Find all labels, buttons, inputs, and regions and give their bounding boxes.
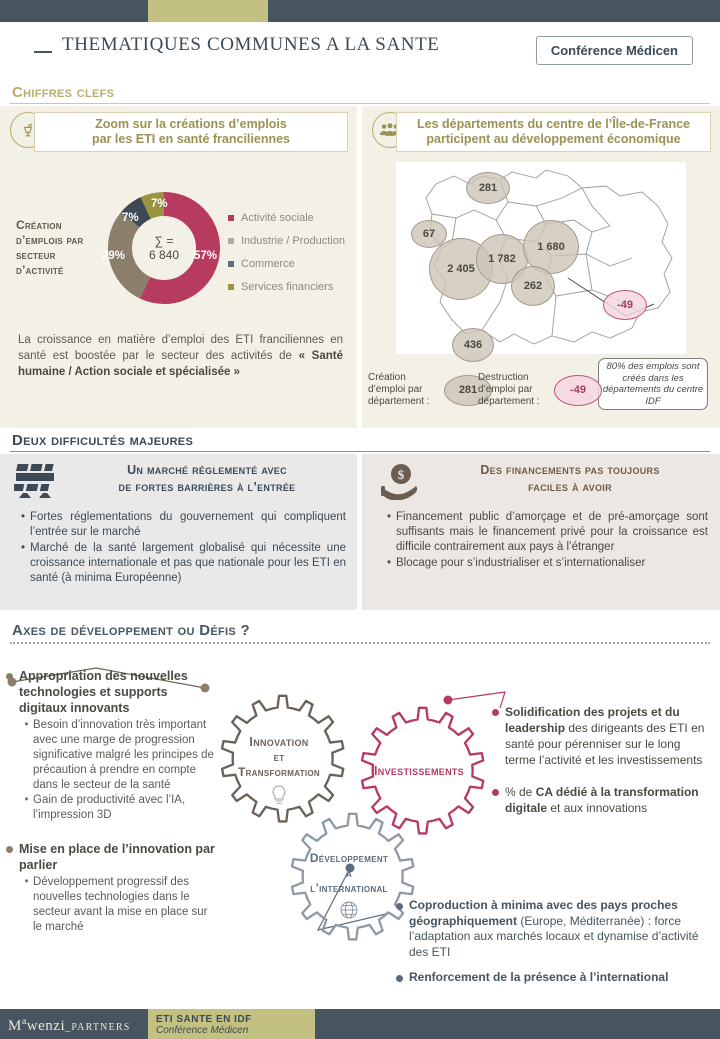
bullet-icon: • bbox=[24, 794, 29, 806]
map-bubble: 1 782 bbox=[476, 234, 528, 284]
list-item-text: Marché de la santé largement globalisé qui nécessite une croissance internationale et pas que nationale pour les ETI en santé (à minima Européenne) bbox=[30, 542, 346, 584]
difficulty-title-2-line1: Des financements pas toujours bbox=[480, 463, 660, 477]
map-bubble: 281 bbox=[466, 172, 510, 204]
list-item-text: Fortes réglementations du gouvernement qui compliquent l’entrée sur le marché bbox=[30, 511, 346, 538]
section-rule bbox=[10, 642, 710, 644]
panel-right-title-line2: participent au développement économique bbox=[426, 132, 681, 146]
legend-item bbox=[228, 281, 345, 293]
donut-label-commerce: 7% bbox=[122, 212, 139, 224]
section-header-axes bbox=[0, 622, 720, 639]
list-item-text: Blocage pour s’industrialiser et s’internationaliser bbox=[396, 557, 646, 569]
page-title: THEMATIQUES COMMUNES A LA SANTE bbox=[62, 34, 440, 55]
legend-label: Activité sociale bbox=[241, 212, 314, 224]
axes-right-text bbox=[505, 704, 714, 768]
axes-bottom-rest: (Europe, Méditerranée) : force l’adaptation aux marchés locaux et dynamise d’activité des ETI bbox=[409, 913, 699, 959]
logo-m: M bbox=[8, 1018, 22, 1034]
axes-right-item bbox=[492, 784, 714, 816]
axes-right-rest: des dirigeants des ETI en santé pour pérenniser sur le long terme l’activité et les investissements bbox=[505, 721, 705, 767]
footer-line2: Conférence Médicen bbox=[156, 1025, 249, 1036]
donut-sum-symbol: ∑ = bbox=[154, 234, 174, 248]
donut-label-industrie: 29% bbox=[102, 250, 126, 262]
top-bar-accent bbox=[148, 0, 268, 22]
axes-right-item bbox=[492, 704, 714, 768]
axes-bottom-text: Renforcement de la présence à l’international bbox=[409, 970, 669, 984]
list-item-text: Financement public d’amorçage et de pré-amorçage sont suffisants mais le financement privé pour la croissance est difficile contrairement aux pays à l’étranger bbox=[396, 511, 708, 553]
panel-right-title-box bbox=[396, 112, 711, 152]
difficulty-title-1-line2: de fortes barrières à l’entrée bbox=[118, 480, 296, 494]
bullet-dot-icon bbox=[6, 846, 13, 853]
list-item bbox=[20, 875, 218, 935]
bullet-icon: • bbox=[20, 511, 26, 523]
axes-bottom-bold: Coproduction à minima avec des pays proches géographiquement bbox=[409, 898, 678, 928]
lightbulb-icon bbox=[270, 784, 288, 806]
map-bubble: 436 bbox=[452, 328, 494, 362]
axes-left-subs bbox=[20, 718, 218, 823]
legend-label: Commerce bbox=[241, 258, 295, 270]
axes-left-item bbox=[6, 841, 218, 873]
list-item bbox=[382, 510, 708, 555]
list-item bbox=[382, 556, 708, 571]
axes-left-heading: Mise en place de l’innovation par parlier bbox=[19, 842, 215, 872]
section-label-difficultes: Deux difficultés majeures bbox=[12, 432, 194, 449]
bullet-icon: • bbox=[20, 542, 26, 554]
legend-item bbox=[228, 212, 345, 224]
list-item bbox=[20, 718, 218, 793]
donut-center-total bbox=[136, 220, 192, 276]
legend-swatch-icon bbox=[228, 284, 234, 290]
map-bubble: 262 bbox=[511, 266, 555, 306]
section-label-chiffres: Chiffres clefs bbox=[12, 84, 115, 101]
panel-left-note bbox=[18, 332, 343, 380]
difficulty-title-1 bbox=[68, 462, 346, 496]
axes-right-bold: CA dédié à la transformation digitale bbox=[505, 785, 699, 815]
gear-label-line1: Développement bbox=[309, 851, 389, 865]
section-label-axes: Axes de développement ou Défis ? bbox=[12, 622, 250, 639]
difficulty-bullets-2 bbox=[382, 510, 708, 572]
difficulty-card-financements bbox=[362, 454, 720, 610]
note-plain: La croissance en matière d’emploi des ETI franciliennes en santé est boostée par le secteur des activités de bbox=[18, 334, 343, 362]
barrier-icon bbox=[14, 462, 60, 502]
map-legend-creation bbox=[368, 372, 492, 408]
bullet-dot-icon bbox=[396, 903, 403, 910]
section-rule bbox=[10, 451, 710, 452]
axes-left-heading: Appropriation des nouvelles technologies et supports digitaux innovants bbox=[19, 669, 188, 715]
footer-line1: ETI SANTE EN IDF bbox=[156, 1014, 252, 1025]
gear-label-line2: à bbox=[345, 868, 353, 880]
bullet-dot-icon bbox=[492, 789, 499, 796]
list-item-text: Gain de productivité avec l’IA, l’impression 3D bbox=[33, 794, 186, 821]
difficulty-title-2-line2: faciles à avoir bbox=[528, 480, 612, 494]
bullet-dot-icon bbox=[492, 709, 499, 716]
map-bubble-destruction: -49 bbox=[603, 290, 647, 320]
panel-right-title-line1: Les départements du centre de l’Île-de-France bbox=[417, 117, 690, 131]
logo-partners: _PARTNERS bbox=[65, 1022, 131, 1033]
list-item bbox=[16, 510, 346, 540]
legend-swatch-icon bbox=[228, 238, 234, 244]
axes-left-item bbox=[6, 668, 218, 716]
list-item-text: Besoin d’innovation très important avec une marge de progression significative malgré les principes de précaution à prendre en compte dans le secteur de la santé bbox=[33, 719, 214, 791]
donut-label-services-financiers: 7% bbox=[151, 198, 168, 210]
map-legend-creation-label: Création d’emploi par département : bbox=[368, 372, 430, 407]
axes-bottom-text bbox=[409, 898, 714, 960]
axes-right-rest: et aux innovations bbox=[547, 801, 648, 815]
difficulty-bullets-1 bbox=[16, 510, 346, 587]
difficulty-title-2 bbox=[430, 462, 710, 496]
gear-label-line3: Transformation bbox=[237, 765, 321, 779]
map-legend-destruction bbox=[478, 372, 602, 408]
panel-left-title-line1: Zoom sur la créations d’emplois bbox=[95, 117, 287, 131]
legend-item bbox=[228, 235, 345, 247]
gear-label-line1: Investissements bbox=[374, 764, 464, 778]
donut-label-activite-sociale: 57% bbox=[194, 250, 218, 262]
map-callout: 80% des emplois sont créés dans les départements du centre IDF bbox=[598, 358, 708, 410]
map-legend-destruction-value: -49 bbox=[554, 375, 602, 406]
difficulty-card-marche bbox=[0, 454, 357, 610]
conference-button[interactable]: Conférence Médicen bbox=[536, 36, 693, 65]
logo-rest: wenzi bbox=[26, 1018, 66, 1034]
map-legend-creation-value: 281 bbox=[444, 375, 492, 406]
bullet-icon: • bbox=[386, 557, 392, 569]
bullet-dot-icon bbox=[6, 673, 13, 680]
bullet-dot-icon bbox=[396, 975, 403, 982]
donut-chart bbox=[102, 192, 220, 304]
axes-bottom-column bbox=[396, 898, 714, 988]
gear-label-line1: Innovation bbox=[249, 735, 309, 749]
map-bubble: 67 bbox=[411, 220, 447, 248]
donut-legend bbox=[228, 212, 345, 304]
map-ile-de-france bbox=[396, 162, 686, 354]
axes-bottom-item bbox=[396, 970, 714, 986]
gear-label-line3: l’international bbox=[310, 881, 388, 895]
donut-caption: Création d’emplois par secteur d’activité bbox=[16, 218, 84, 277]
panel-left-title-box bbox=[34, 112, 348, 152]
axes-right-text bbox=[505, 784, 714, 816]
legend-label: Industrie / Production bbox=[241, 235, 345, 247]
axes-left-subs bbox=[20, 875, 218, 935]
axes-right-bold: Solidification des projets et du leadership bbox=[505, 705, 680, 735]
globe-icon bbox=[339, 900, 359, 920]
axes-right-bold-prefix: % de bbox=[505, 785, 536, 799]
axes-bottom-item bbox=[396, 898, 714, 960]
gear-label-line2: et bbox=[273, 752, 285, 764]
map-bubble: 2 405 bbox=[429, 238, 493, 300]
title-dash-icon bbox=[34, 51, 52, 53]
axes-right-column bbox=[492, 704, 714, 818]
list-item bbox=[20, 793, 218, 823]
brand-logo bbox=[8, 1016, 131, 1035]
map-bubble: 1 680 bbox=[523, 220, 579, 274]
axes-content bbox=[0, 660, 720, 1005]
bullet-icon: • bbox=[24, 719, 29, 731]
panel-left-title-line2: par les ETI en santé franciliennes bbox=[92, 132, 290, 146]
logo-a: a bbox=[21, 1016, 27, 1027]
legend-item bbox=[228, 258, 345, 270]
list-item bbox=[16, 541, 346, 586]
note-bold: « Santé humaine / Action sociale et spécialisée » bbox=[18, 350, 343, 378]
donut-sum-value: 6 840 bbox=[148, 248, 180, 262]
map-legend-destruction-label: Destruction d’emploi par département : bbox=[478, 372, 540, 407]
bullet-icon: • bbox=[386, 511, 392, 523]
legend-label: Services financiers bbox=[241, 281, 334, 293]
title-row bbox=[0, 34, 720, 74]
difficulty-title-1-line1: Un marché réglementé avec bbox=[127, 463, 287, 477]
bullet-icon: • bbox=[24, 876, 29, 888]
footer bbox=[0, 1009, 720, 1039]
legend-swatch-icon bbox=[228, 261, 234, 267]
svg-text:$: $ bbox=[397, 467, 405, 482]
section-header-difficultes bbox=[0, 432, 720, 449]
axes-left-column bbox=[6, 668, 218, 935]
top-bar bbox=[0, 0, 720, 22]
section-rule bbox=[10, 103, 710, 104]
money-hand-icon bbox=[380, 462, 424, 502]
list-item-text: Développement progressif des nouvelles technologies dans le secteur avant la mise en place sur le marché bbox=[33, 876, 208, 933]
section-header-chiffres-clefs bbox=[0, 84, 720, 101]
legend-swatch-icon bbox=[228, 215, 234, 221]
